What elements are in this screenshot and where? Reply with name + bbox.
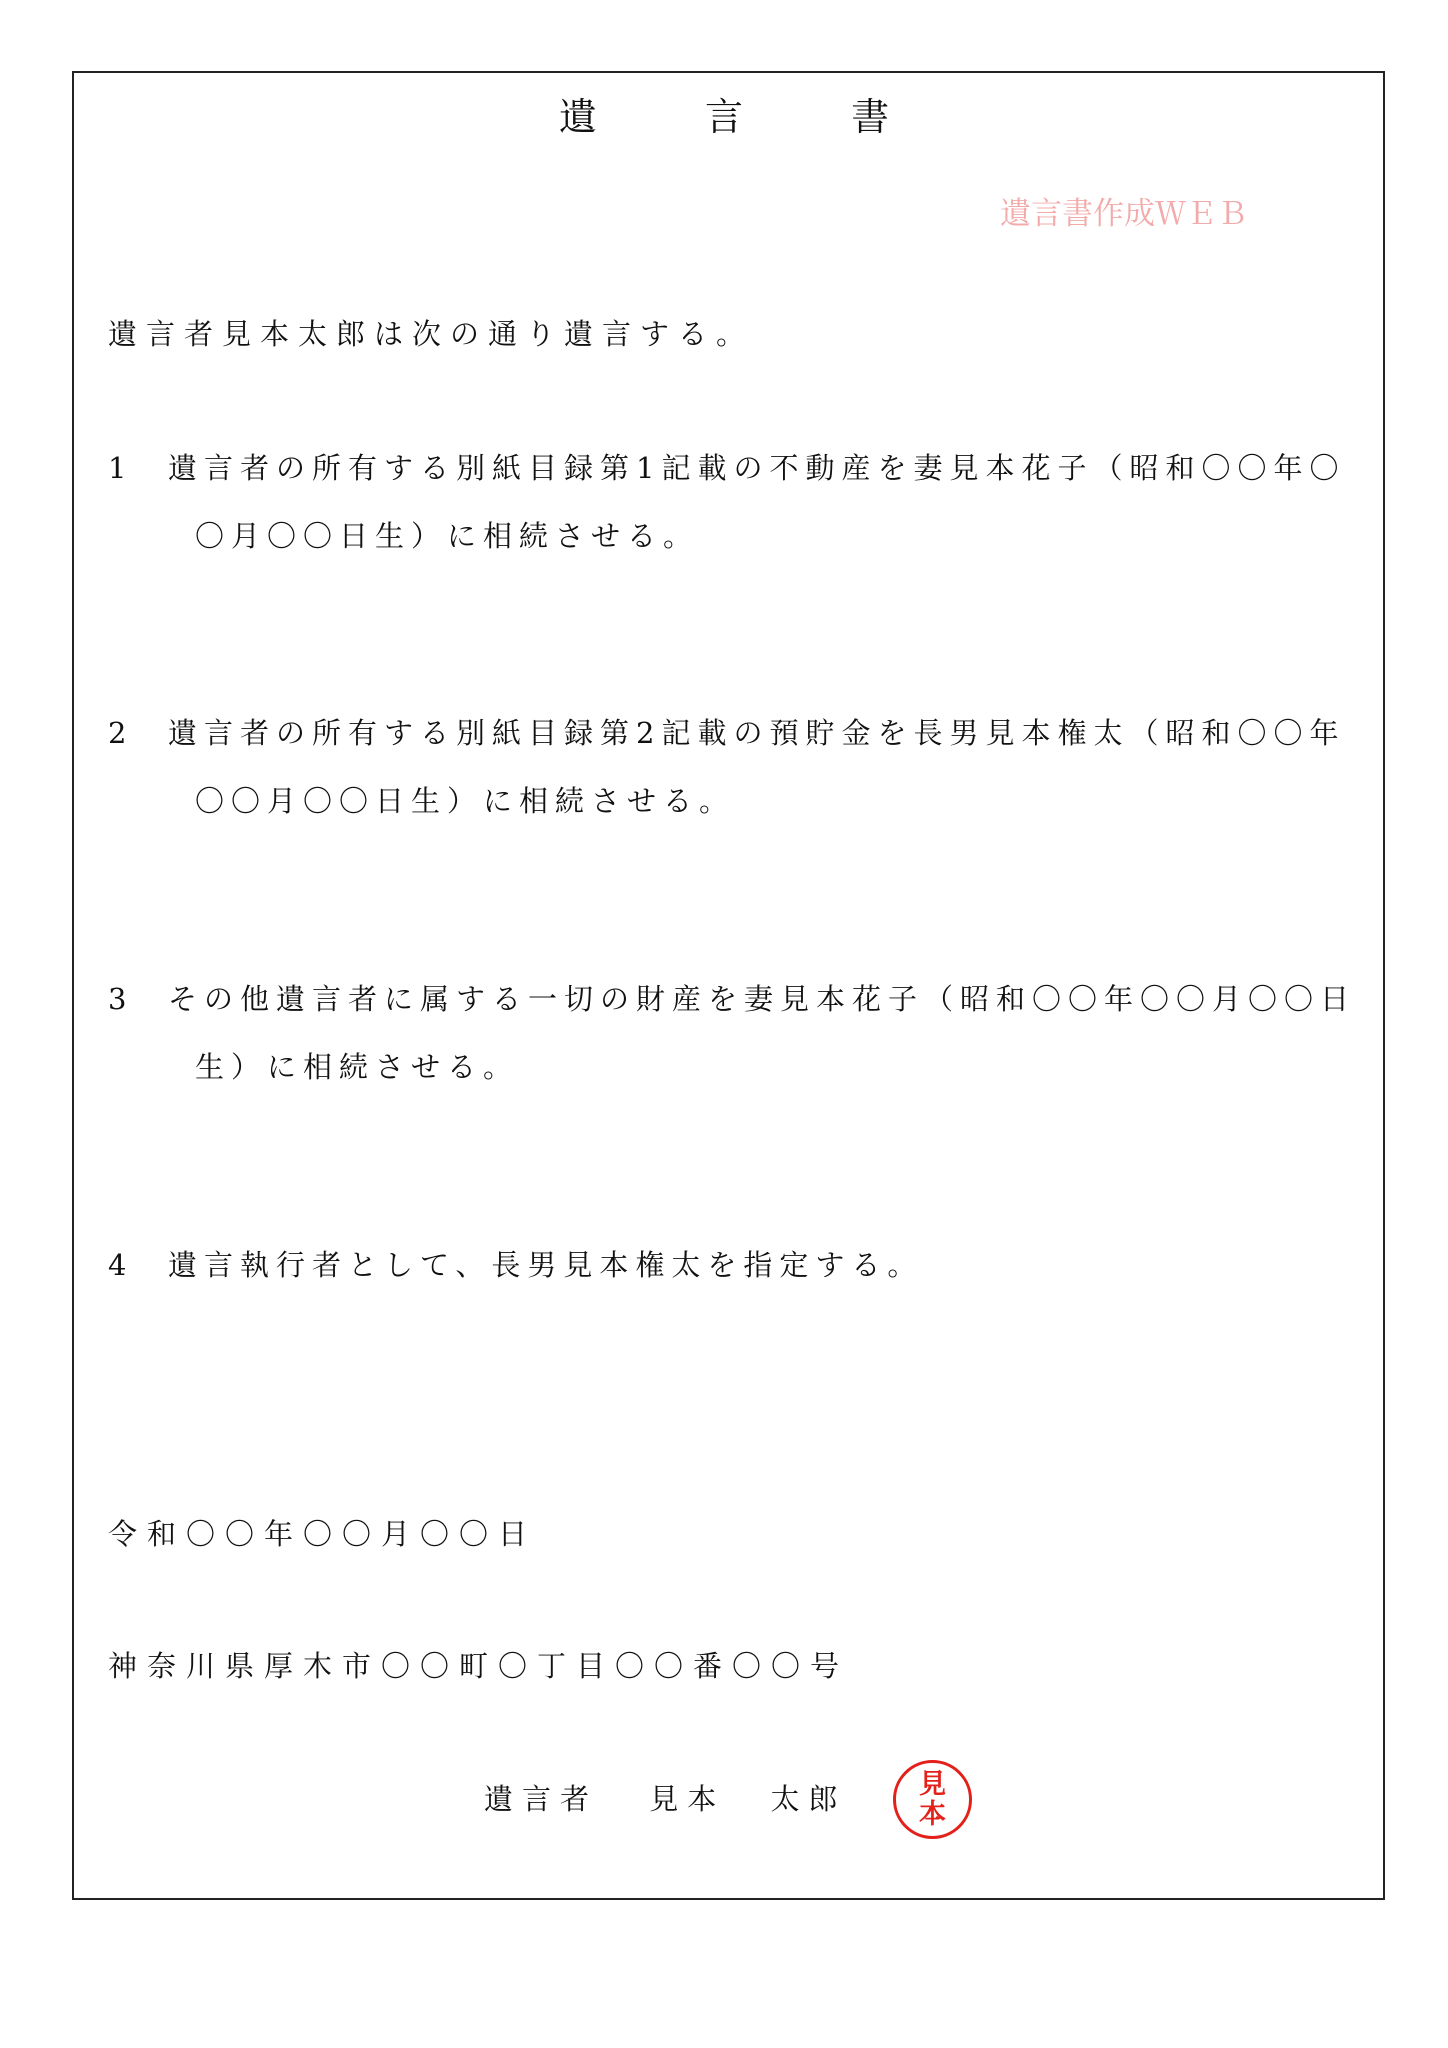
signature-role: 遺言者 — [484, 1782, 599, 1816]
testator-address: 神奈川県厚木市〇〇町〇丁目〇〇番〇〇号 — [108, 1649, 850, 1683]
seal-char-1: 見 — [919, 1768, 946, 1800]
document-date: 令和〇〇年〇〇月〇〇日 — [108, 1517, 538, 1551]
seal-char-2: 本 — [919, 1798, 946, 1830]
signature-surname: 見本 — [649, 1782, 726, 1816]
signature-line — [484, 1777, 846, 1818]
hanko-seal — [893, 1760, 972, 1839]
document-title: 遺 言 書 — [558, 95, 938, 139]
clause-1 — [108, 434, 1358, 570]
clause-2 — [108, 699, 1358, 835]
clause-text: 遺言者の所有する別紙目録第2記載の預貯金を長男見本権太（昭和〇〇年〇〇月〇〇日生）に相続させる。 — [168, 716, 1346, 818]
clause-text: 遺言者の所有する別紙目録第1記載の不動産を妻見本花子（昭和〇〇年〇〇月〇〇日生）に相続させる。 — [168, 451, 1346, 553]
clause-4 — [108, 1231, 1358, 1299]
clause-number: 2 — [108, 716, 127, 750]
watermark: 遺言書作成ＷＥＢ — [1000, 196, 1248, 231]
clause-number: 1 — [108, 451, 127, 485]
clause-number: 4 — [108, 1248, 127, 1282]
clause-text: 遺言執行者として、長男見本権太を指定する。 — [168, 1248, 924, 1282]
clause-number: 3 — [108, 982, 127, 1016]
clause-3 — [108, 965, 1358, 1101]
signature-given-name: 太郎 — [770, 1782, 847, 1816]
clause-text: その他遺言者に属する一切の財産を妻見本花子（昭和〇〇年〇〇月〇〇日生）に相続させる。 — [168, 982, 1357, 1084]
intro-statement: 遺言者見本太郎は次の通り遺言する。 — [108, 317, 755, 351]
